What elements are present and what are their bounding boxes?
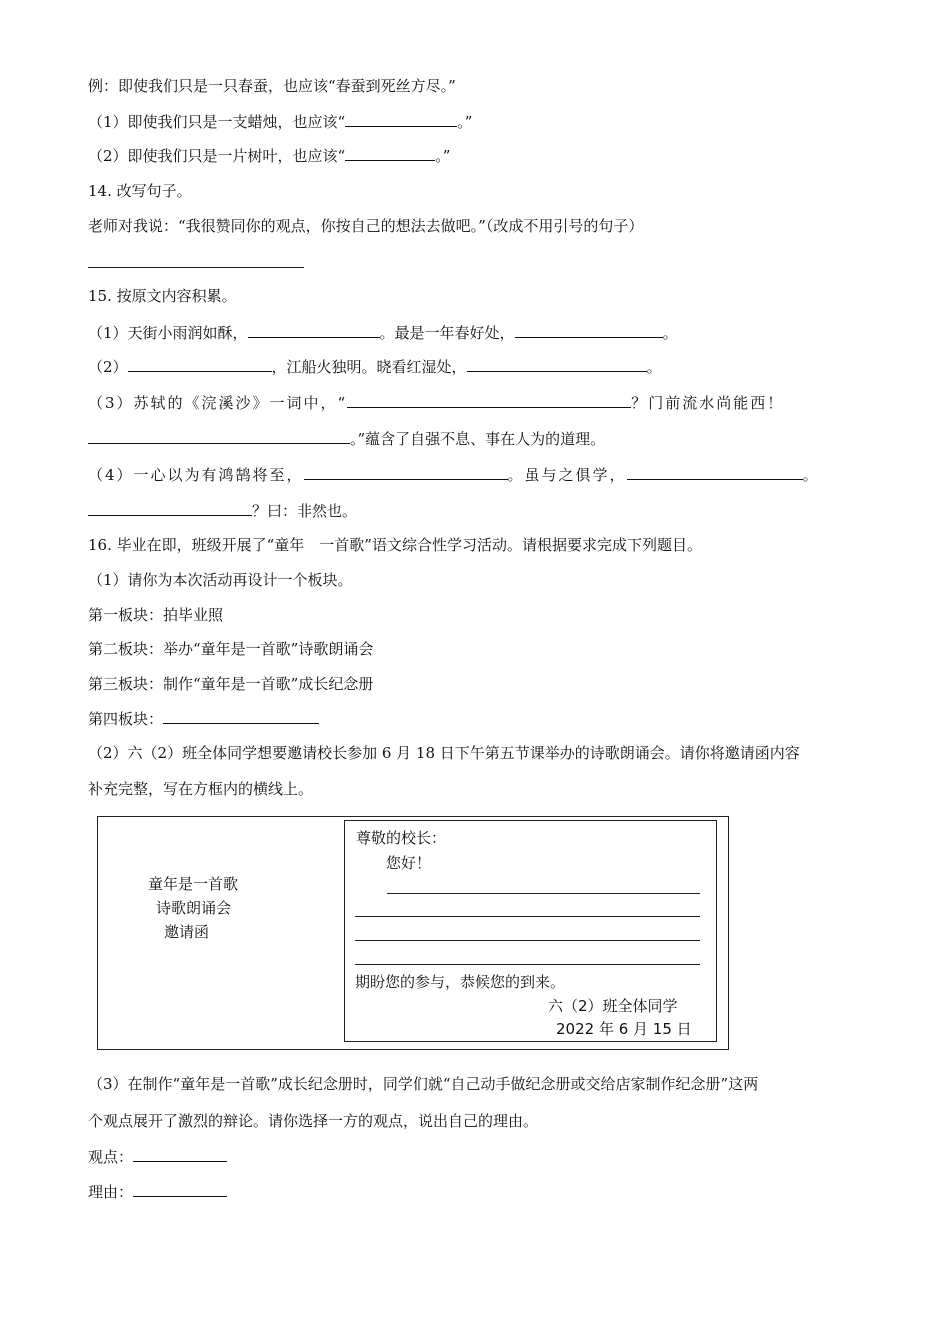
q16-viewpoint: [88, 1146, 227, 1167]
q13-item-1-prefix: （1）即使我们只是一支蜡烛，也应该“: [88, 113, 346, 131]
q16-part-2-line-2: 补充完整，写在方框内的横线上。: [88, 780, 314, 798]
q13-item-2-suffix: 。”: [435, 147, 451, 165]
letter-answer-line[interactable]: [355, 940, 700, 941]
letter-greeting: 尊敬的校长：: [356, 829, 447, 847]
answer-blank[interactable]: [627, 464, 803, 480]
reason-label: 理由：: [88, 1183, 134, 1201]
q15-item-1: [88, 322, 678, 343]
q13-item-1-suffix: 。”: [457, 113, 473, 131]
q13-item-1: [88, 111, 472, 132]
q16-block-1: 第一板块：拍毕业照: [88, 606, 224, 624]
text: ？门前流水尚能西！: [631, 394, 785, 412]
q15-item-4-cont: [88, 500, 357, 521]
q16-part-2-line-1: （2）六（2）班全体同学想要邀请校长参加 6 月 18 日下午第五节课举办的诗歌朗诵会。请你将邀请函内容: [88, 744, 800, 762]
q15-item-3-cont: [88, 428, 605, 449]
text: 。虽与之俱学，: [507, 466, 627, 484]
q16-part-3-line-1: （3）在制作“童年是一首歌”成长纪念册时，同学们就“自己动手做纪念册或交给店家制作纪念册”这两: [88, 1075, 759, 1093]
answer-blank[interactable]: [515, 322, 663, 338]
q15-item-3: [88, 392, 784, 413]
letter-answer-line[interactable]: [355, 964, 700, 965]
answer-blank[interactable]: [345, 111, 457, 127]
text: 。: [646, 358, 662, 376]
text: ？曰：非然也。: [252, 502, 358, 520]
q16-title: 16. 毕业在即，班级开展了“童年 一首歌”语文综合性学习活动。请根据要求完成下列题目。: [88, 536, 702, 554]
q15-title: 15. 按原文内容积累。: [88, 287, 237, 305]
text: 。: [662, 324, 678, 342]
answer-blank[interactable]: [467, 356, 647, 372]
text: 第四板块：: [88, 710, 164, 728]
q13-item-2-prefix: （2）即使我们只是一片树叶，也应该“: [88, 147, 346, 165]
text: ，江船火独明。晓看红湿处，: [271, 358, 467, 376]
q14-title: 14. 改写句子。: [88, 182, 192, 200]
letter-closing: 期盼您的参与，恭候您的到来。: [355, 973, 566, 991]
answer-blank[interactable]: [88, 500, 252, 516]
text: 。最是一年春好处，: [379, 324, 515, 342]
answer-blank[interactable]: [248, 322, 380, 338]
answer-blank[interactable]: [345, 145, 435, 161]
q16-block-3: 第三板块：制作“童年是一首歌”成长纪念册: [88, 675, 374, 693]
viewpoint-blank[interactable]: [133, 1146, 227, 1162]
letter-sender: 六（2）班全体同学: [548, 997, 678, 1015]
q16-reason: [88, 1181, 227, 1202]
q14-answer-line[interactable]: [88, 267, 304, 268]
letter-answer-line[interactable]: [387, 893, 700, 894]
q13-example: 例：即使我们只是一只春蚕，也应该“春蚕到死丝方尽。”: [88, 77, 456, 95]
q13-item-2: [88, 145, 450, 166]
text: （4）一心以为有鸿鹄将至，: [88, 466, 304, 484]
answer-blank[interactable]: [128, 356, 272, 372]
answer-blank[interactable]: [88, 428, 350, 444]
text: 。”蕴含了自强不息、事在人为的道理。: [350, 430, 606, 448]
q15-item-4: [88, 464, 820, 485]
answer-blank[interactable]: [163, 708, 319, 724]
text: （1）天街小雨润如酥，: [88, 324, 248, 342]
q15-item-2: [88, 356, 662, 377]
letter-hello: 您好！: [386, 854, 432, 872]
card-title-line-1: 童年是一首歌: [148, 875, 239, 893]
q16-block-2: 第二板块：举办“童年是一首歌”诗歌朗诵会: [88, 640, 374, 658]
answer-blank[interactable]: [304, 464, 508, 480]
letter-date: 2022 年 6 月 15 日: [556, 1020, 692, 1038]
answer-blank[interactable]: [347, 392, 631, 408]
text: （3）苏轼的《浣溪沙》一词中，“: [88, 394, 348, 412]
q16-part-1: （1）请你为本次活动再设计一个板块。: [88, 571, 353, 589]
q14-prompt: 老师对我说：“我很赞同你的观点，你按自己的想法去做吧。”（改成不用引号的句子）: [88, 217, 644, 235]
letter-answer-line[interactable]: [355, 916, 700, 917]
card-title-line-2: 诗歌朗诵会: [156, 899, 232, 917]
text: 。: [802, 466, 820, 484]
q16-block-4: [88, 708, 319, 729]
q16-part-3-line-2: 个观点展开了激烈的辩论。请你选择一方的观点，说出自己的理由。: [88, 1112, 539, 1130]
text: （2）: [88, 358, 128, 376]
viewpoint-label: 观点：: [88, 1148, 134, 1166]
reason-blank[interactable]: [133, 1181, 227, 1197]
card-title-line-3: 邀请函: [164, 923, 210, 941]
